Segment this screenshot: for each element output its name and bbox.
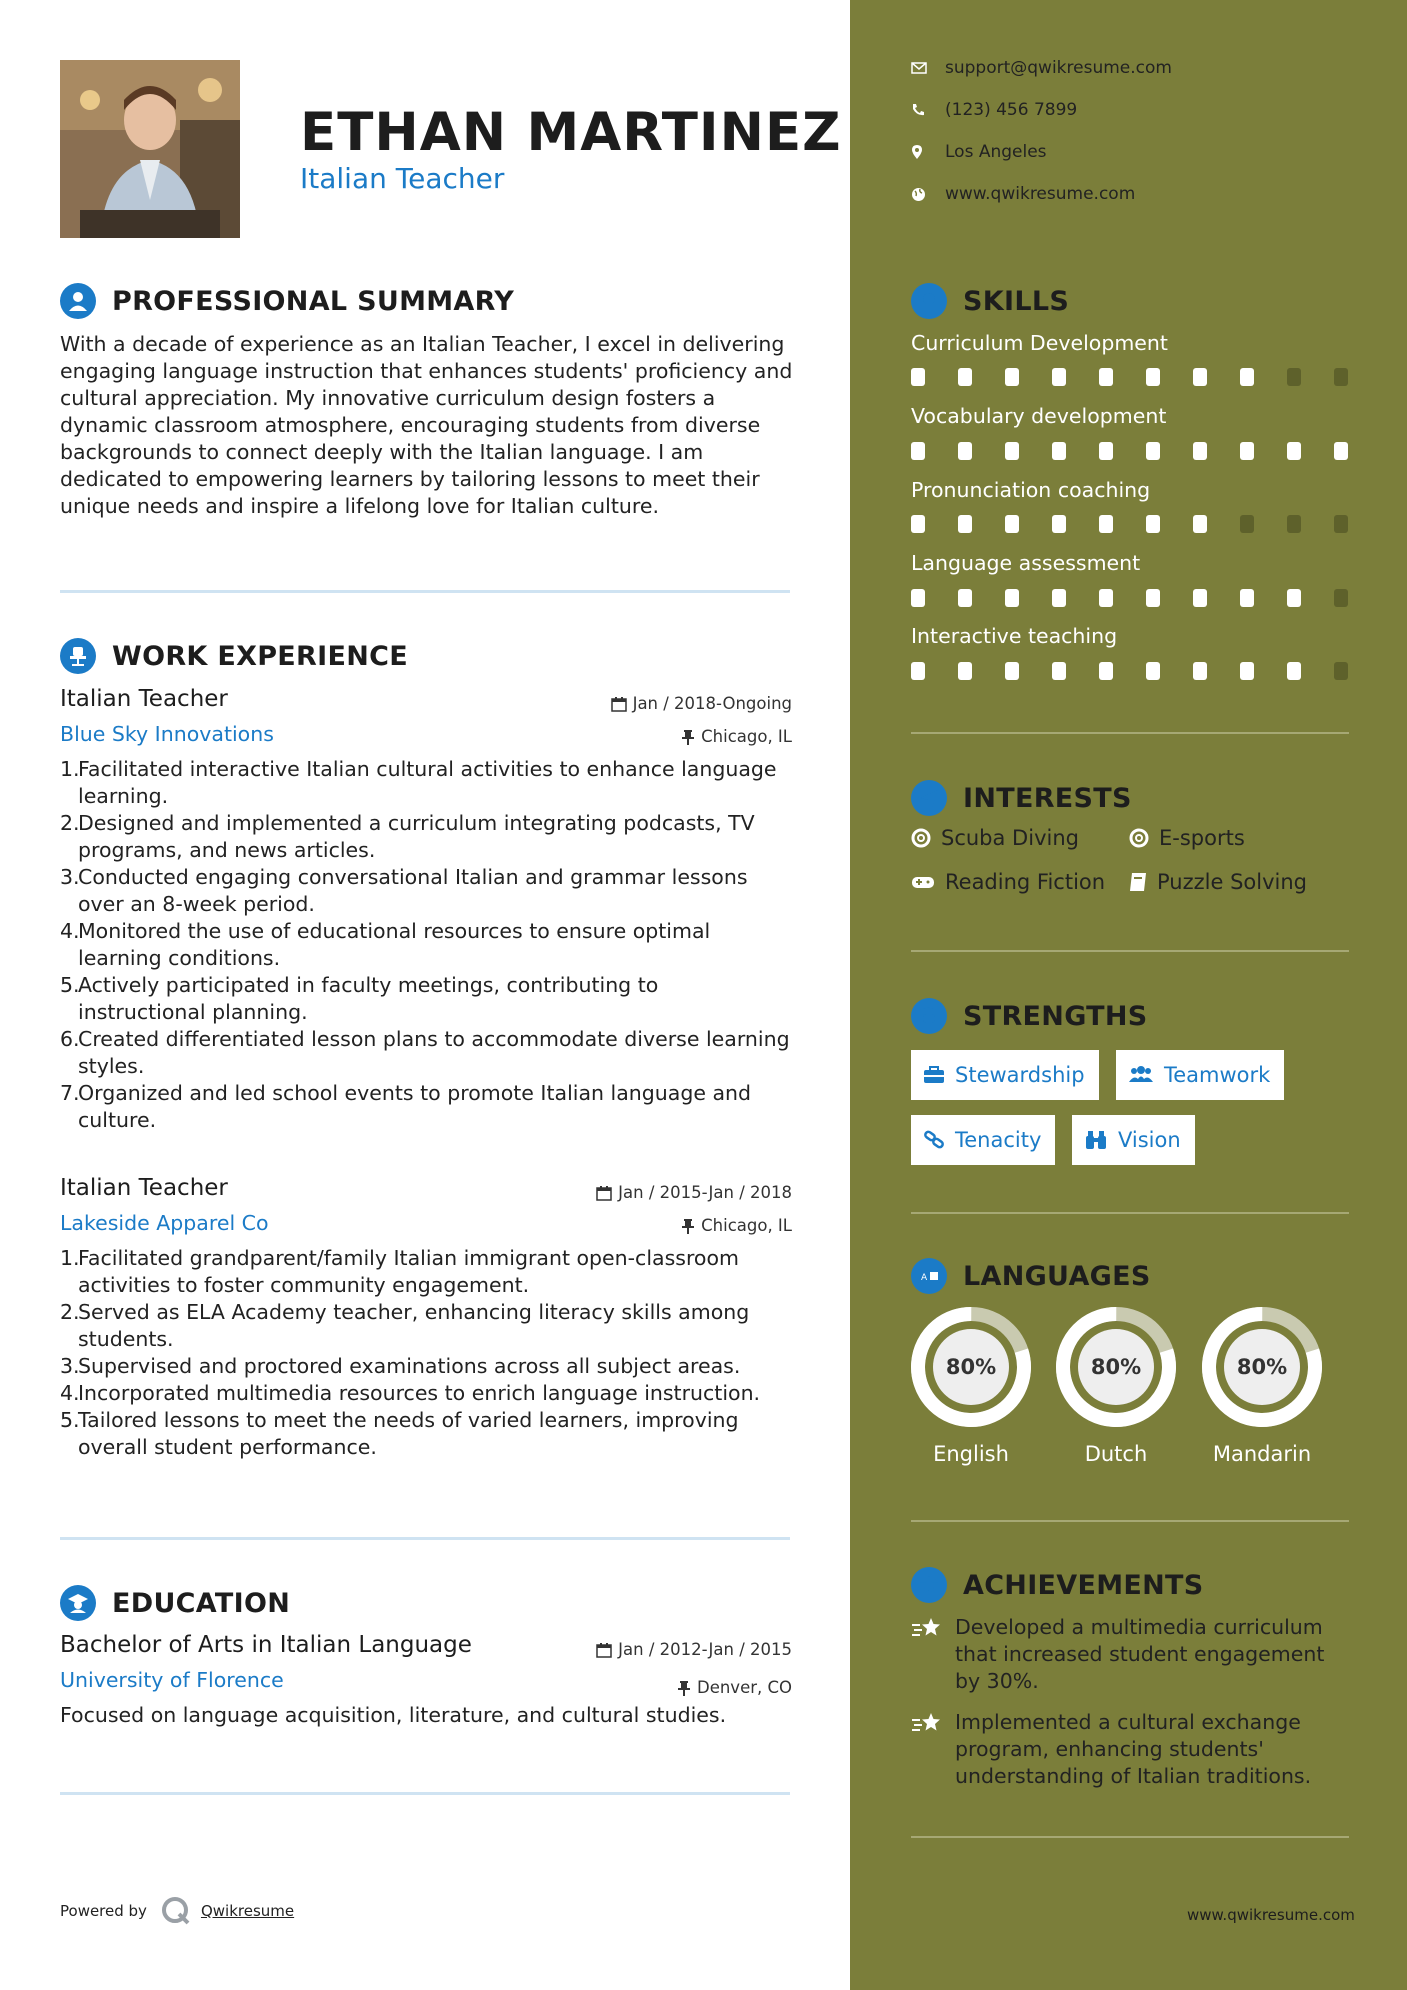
list-item: 4. Monitored the use of educational resources to ensure optimal learning conditions. bbox=[60, 918, 792, 972]
language-progress-ring bbox=[1055, 1306, 1177, 1428]
contact-phone-text: (123) 456 7899 bbox=[945, 100, 1078, 120]
skill-name: Interactive teaching bbox=[911, 624, 1118, 648]
strength-badge bbox=[1072, 1115, 1195, 1165]
user-icon bbox=[60, 283, 96, 319]
skill-rating bbox=[911, 589, 1351, 607]
job-company: Lakeside Apparel Co bbox=[60, 1211, 269, 1235]
contact-location-text: Los Angeles bbox=[945, 142, 1047, 162]
language-name: Dutch bbox=[1084, 1442, 1148, 1466]
education-location-text: Denver, CO bbox=[696, 1678, 792, 1697]
contact-location bbox=[911, 142, 1047, 162]
degree-title: Bachelor of Arts in Italian Language bbox=[60, 1632, 472, 1658]
skill-rating bbox=[911, 662, 1351, 680]
skill-rating bbox=[911, 515, 1351, 533]
list-item: 1. Facilitated interactive Italian cultural activities to enhance language learning. bbox=[60, 756, 792, 810]
skill-dot bbox=[958, 662, 972, 680]
education-location bbox=[677, 1678, 792, 1697]
language-name: Mandarin bbox=[1212, 1442, 1312, 1466]
footer-powered-by bbox=[60, 1896, 294, 1926]
skill-dot bbox=[1005, 442, 1019, 460]
strength-badge bbox=[911, 1050, 1099, 1100]
language-percent: 80% bbox=[945, 1355, 997, 1379]
achievement-item bbox=[911, 1709, 1351, 1790]
skill-dot bbox=[1240, 442, 1254, 460]
graduate-icon bbox=[60, 1585, 96, 1621]
calendar-icon bbox=[611, 696, 627, 712]
job-dates-text: Jan / 2015-Jan / 2018 bbox=[618, 1183, 792, 1202]
chair-icon bbox=[60, 638, 96, 674]
brand-link[interactable]: Qwikresume bbox=[200, 1902, 295, 1920]
language-percent: 80% bbox=[1090, 1355, 1142, 1379]
lightbulb-icon bbox=[911, 283, 947, 319]
skill-dot bbox=[1146, 368, 1160, 386]
languages-title: LANGUAGES bbox=[963, 1260, 1151, 1292]
list-item-text: Monitored the use of educational resources to ensure optimal learning conditions. bbox=[78, 919, 711, 970]
skill-dot bbox=[1052, 515, 1066, 533]
list-item: 2. Designed and implemented a curriculum integrating podcasts, TV programs, and news articles. bbox=[60, 810, 792, 864]
interests-heading bbox=[911, 780, 1132, 816]
skill-dot bbox=[1052, 368, 1066, 386]
list-item-text: Created differentiated lesson plans to accommodate diverse learning styles. bbox=[78, 1027, 790, 1078]
list-item: 3. Supervised and proctored examinations across all subject areas. bbox=[60, 1354, 741, 1378]
svg-text:A: A bbox=[921, 1273, 928, 1283]
interest-label: Puzzle Solving bbox=[1157, 870, 1307, 894]
skill-dot bbox=[1334, 589, 1348, 607]
job-company: Blue Sky Innovations bbox=[60, 722, 274, 746]
strength-label: Stewardship bbox=[955, 1063, 1085, 1087]
job-location-text: Chicago, IL bbox=[701, 727, 792, 746]
list-item: 5. Tailored lessons to meet the needs of varied learners, improving overall student performance. bbox=[60, 1407, 792, 1461]
pin-icon bbox=[681, 729, 695, 745]
skill-dot bbox=[1005, 515, 1019, 533]
binoculars-icon bbox=[1084, 1130, 1108, 1150]
summary-heading bbox=[60, 283, 514, 319]
list-item: 4. Incorporated multimedia resources to enrich language instruction. bbox=[60, 1381, 761, 1405]
divider bbox=[60, 1792, 790, 1795]
list-item: 3. Conducted engaging conversational Italian and grammar lessons over an 8-week period. bbox=[60, 864, 792, 918]
skill-dot bbox=[911, 515, 925, 533]
school-name: University of Florence bbox=[60, 1668, 284, 1692]
achievement-text: Implemented a cultural exchange program, enhancing students' understanding of Italian traditions. bbox=[955, 1710, 1312, 1788]
list-item-text: Actively participated in faculty meetings, contributing to instructional planning. bbox=[78, 973, 659, 1024]
strength-label: Vision bbox=[1118, 1128, 1181, 1152]
strengths-heading bbox=[911, 998, 1148, 1034]
job-dates-text: Jan / 2018-Ongoing bbox=[632, 694, 792, 713]
job-entry bbox=[60, 686, 792, 1134]
list-item-text: Facilitated grandparent/family Italian immigrant open-classroom activities to foster community engagement. bbox=[78, 1246, 739, 1297]
language-item bbox=[1200, 1306, 1324, 1466]
achievement-text: Developed a multimedia curriculum that increased student engagement by 30%. bbox=[955, 1615, 1325, 1693]
list-item: 7. Organized and led school events to promote Italian language and culture. bbox=[60, 1080, 792, 1134]
divider bbox=[60, 1537, 790, 1540]
footer-website[interactable]: www.qwikresume.com bbox=[1187, 1906, 1355, 1924]
skill-dot bbox=[1193, 662, 1207, 680]
list-item: 6. Created differentiated lesson plans to accommodate diverse learning styles. bbox=[60, 1026, 792, 1080]
email-icon bbox=[911, 62, 927, 74]
skill-dot bbox=[1287, 368, 1301, 386]
list-item: 2. Served as ELA Academy teacher, enhancing literacy skills among students. bbox=[60, 1299, 792, 1353]
skill-dot bbox=[911, 589, 925, 607]
interest-item bbox=[911, 826, 1079, 850]
skill-dot bbox=[1099, 662, 1113, 680]
pin-icon bbox=[681, 1218, 695, 1234]
divider bbox=[911, 1520, 1349, 1522]
skill-dot bbox=[1287, 515, 1301, 533]
interest-label: E-sports bbox=[1159, 826, 1245, 850]
interest-item bbox=[1129, 870, 1307, 894]
list-item-text: Organized and led school events to promote Italian language and culture. bbox=[78, 1081, 752, 1132]
skill-rating bbox=[911, 368, 1351, 386]
achievement-item bbox=[911, 1614, 1351, 1695]
skill-dot bbox=[1334, 515, 1348, 533]
book-icon bbox=[1129, 872, 1147, 892]
list-item-text: Facilitated interactive Italian cultural activities to enhance language learning. bbox=[78, 757, 777, 808]
candidate-name: ETHAN MARTINEZ bbox=[300, 102, 842, 163]
skill-dot bbox=[1005, 368, 1019, 386]
star-badge-icon bbox=[911, 1567, 947, 1603]
users-icon bbox=[1128, 1066, 1154, 1084]
education-dates-text: Jan / 2012-Jan / 2015 bbox=[618, 1640, 792, 1659]
divider bbox=[911, 1212, 1349, 1214]
skill-dot bbox=[1287, 589, 1301, 607]
translate-icon bbox=[911, 1258, 947, 1294]
skill-dot bbox=[1146, 442, 1160, 460]
job-location-text: Chicago, IL bbox=[701, 1216, 792, 1235]
education-title: EDUCATION bbox=[112, 1587, 291, 1619]
interest-item bbox=[1129, 826, 1245, 850]
divider bbox=[911, 1836, 1349, 1838]
skill-name: Vocabulary development bbox=[911, 404, 1167, 428]
shooting-star-icon bbox=[911, 1711, 945, 1737]
contact-website[interactable] bbox=[911, 184, 1135, 204]
shooting-star-icon bbox=[911, 1616, 945, 1642]
fist-icon bbox=[911, 998, 947, 1034]
divider bbox=[911, 950, 1349, 952]
job-title: Italian Teacher bbox=[60, 686, 228, 712]
strength-label: Teamwork bbox=[1164, 1063, 1271, 1087]
calendar-icon bbox=[596, 1642, 612, 1658]
achievements-heading bbox=[911, 1567, 1204, 1603]
life-ring-icon bbox=[1129, 828, 1149, 848]
skill-dot bbox=[1193, 515, 1207, 533]
skills-title: SKILLS bbox=[963, 285, 1070, 317]
list-item: 1. Facilitated grandparent/family Italian immigrant open-classroom activities to foster community engagement. bbox=[60, 1245, 792, 1299]
job-location bbox=[681, 727, 792, 746]
strength-badge bbox=[1116, 1050, 1284, 1100]
pin-icon bbox=[677, 1680, 691, 1696]
strength-label: Tenacity bbox=[955, 1128, 1042, 1152]
education-dates bbox=[596, 1640, 792, 1659]
skill-dot bbox=[1005, 589, 1019, 607]
job-dates bbox=[596, 1183, 792, 1202]
skill-dot bbox=[1287, 662, 1301, 680]
skill-dot bbox=[958, 589, 972, 607]
list-item-text: Supervised and proctored examinations across all subject areas. bbox=[78, 1354, 741, 1378]
experience-title: WORK EXPERIENCE bbox=[112, 640, 408, 672]
experience-heading bbox=[60, 638, 408, 674]
language-progress-ring bbox=[1201, 1306, 1323, 1428]
list-item-text: Conducted engaging conversational Italian and grammar lessons over an 8-week period. bbox=[78, 865, 748, 916]
link-icon bbox=[923, 1130, 945, 1150]
skill-dot bbox=[1240, 368, 1254, 386]
list-item: 5. Actively participated in faculty meetings, contributing to instructional planning. bbox=[60, 972, 792, 1026]
skill-dot bbox=[1099, 442, 1113, 460]
location-pin-icon bbox=[911, 144, 923, 160]
job-entry bbox=[60, 1175, 792, 1461]
strengths-title: STRENGTHS bbox=[963, 1000, 1148, 1032]
skill-dot bbox=[1240, 662, 1254, 680]
briefcase-icon bbox=[923, 1066, 945, 1084]
skill-dot bbox=[958, 442, 972, 460]
language-percent: 80% bbox=[1236, 1355, 1288, 1379]
skill-dot bbox=[1287, 442, 1301, 460]
skill-dot bbox=[1334, 368, 1348, 386]
language-item bbox=[1054, 1306, 1178, 1466]
skill-name: Pronunciation coaching bbox=[911, 478, 1151, 502]
education-entry bbox=[60, 1632, 792, 1729]
skill-name: Language assessment bbox=[911, 551, 1141, 575]
skill-dot bbox=[1193, 442, 1207, 460]
paper-plane-icon bbox=[911, 780, 947, 816]
divider bbox=[60, 590, 790, 593]
skill-rating bbox=[911, 442, 1351, 460]
language-progress-ring bbox=[910, 1306, 1032, 1428]
job-title: Italian Teacher bbox=[60, 1175, 228, 1201]
calendar-icon bbox=[596, 1185, 612, 1201]
skill-dot bbox=[911, 662, 925, 680]
job-dates bbox=[611, 694, 792, 713]
globe-icon bbox=[911, 187, 926, 202]
contact-website-text: www.qwikresume.com bbox=[945, 184, 1136, 204]
list-item-text: Designed and implemented a curriculum integrating podcasts, TV programs, and news articles. bbox=[78, 811, 755, 862]
language-name: English bbox=[933, 1442, 1009, 1466]
job-duties bbox=[60, 1245, 792, 1461]
skill-dot bbox=[1005, 662, 1019, 680]
powered-by-text: Powered by bbox=[60, 1902, 147, 1920]
contact-email[interactable] bbox=[911, 58, 1172, 78]
contact-phone[interactable] bbox=[911, 100, 1077, 120]
gamepad-icon bbox=[911, 874, 935, 890]
divider bbox=[911, 732, 1349, 734]
skill-dot bbox=[1052, 589, 1066, 607]
skill-dot bbox=[1099, 589, 1113, 607]
education-description: Focused on language acquisition, literature, and cultural studies. bbox=[60, 1703, 727, 1727]
skill-dot bbox=[911, 442, 925, 460]
skill-dot bbox=[1240, 515, 1254, 533]
candidate-title: Italian Teacher bbox=[300, 162, 505, 195]
list-item-text: Tailored lessons to meet the needs of varied learners, improving overall student performance. bbox=[78, 1408, 739, 1459]
interest-label: Reading Fiction bbox=[945, 870, 1106, 894]
skill-dot bbox=[1334, 442, 1348, 460]
qwikresume-logo-icon bbox=[161, 1896, 191, 1926]
interest-item bbox=[911, 870, 1105, 894]
profile-photo bbox=[60, 60, 240, 238]
summary-text: With a decade of experience as an Italian Teacher, I excel in delivering engaging language instruction that enhances students' proficiency and cultural appreciation. My innovative curriculum design fosters a dynamic classroom atmosphere, encouraging students from diverse backgrounds to connect deeply with the Italian language. I am dedicated to empowering learners by tailoring lessons to meet their unique needs and inspire a lifelong love for Italian culture. bbox=[60, 332, 793, 518]
skill-name: Curriculum Development bbox=[911, 331, 1168, 355]
contact-email-text: support@qwikresume.com bbox=[945, 58, 1172, 78]
job-duties bbox=[60, 756, 792, 1134]
skill-dot bbox=[1099, 515, 1113, 533]
list-item-text: Served as ELA Academy teacher, enhancing literacy skills among students. bbox=[78, 1300, 750, 1351]
languages-heading bbox=[911, 1258, 1151, 1294]
education-heading bbox=[60, 1585, 290, 1621]
skill-dot bbox=[911, 368, 925, 386]
language-item bbox=[909, 1306, 1033, 1466]
skill-dot bbox=[958, 515, 972, 533]
phone-icon bbox=[911, 103, 925, 117]
list-item-text: Incorporated multimedia resources to enrich language instruction. bbox=[78, 1381, 761, 1405]
skill-dot bbox=[1146, 662, 1160, 680]
skill-dot bbox=[1052, 442, 1066, 460]
skill-dot bbox=[1193, 589, 1207, 607]
skill-dot bbox=[1240, 589, 1254, 607]
strength-badge bbox=[911, 1115, 1055, 1165]
life-ring-icon bbox=[911, 828, 931, 848]
skill-dot bbox=[1146, 589, 1160, 607]
skill-dot bbox=[1193, 368, 1207, 386]
interest-label: Scuba Diving bbox=[941, 826, 1079, 850]
achievements-title: ACHIEVEMENTS bbox=[963, 1569, 1204, 1601]
skills-heading bbox=[911, 283, 1069, 319]
skill-dot bbox=[1052, 662, 1066, 680]
summary-title: PROFESSIONAL SUMMARY bbox=[112, 285, 515, 317]
skill-dot bbox=[1334, 662, 1348, 680]
skill-dot bbox=[1099, 368, 1113, 386]
job-location bbox=[681, 1216, 792, 1235]
skill-dot bbox=[958, 368, 972, 386]
skill-dot bbox=[1146, 515, 1160, 533]
interests-title: INTERESTS bbox=[963, 782, 1132, 814]
